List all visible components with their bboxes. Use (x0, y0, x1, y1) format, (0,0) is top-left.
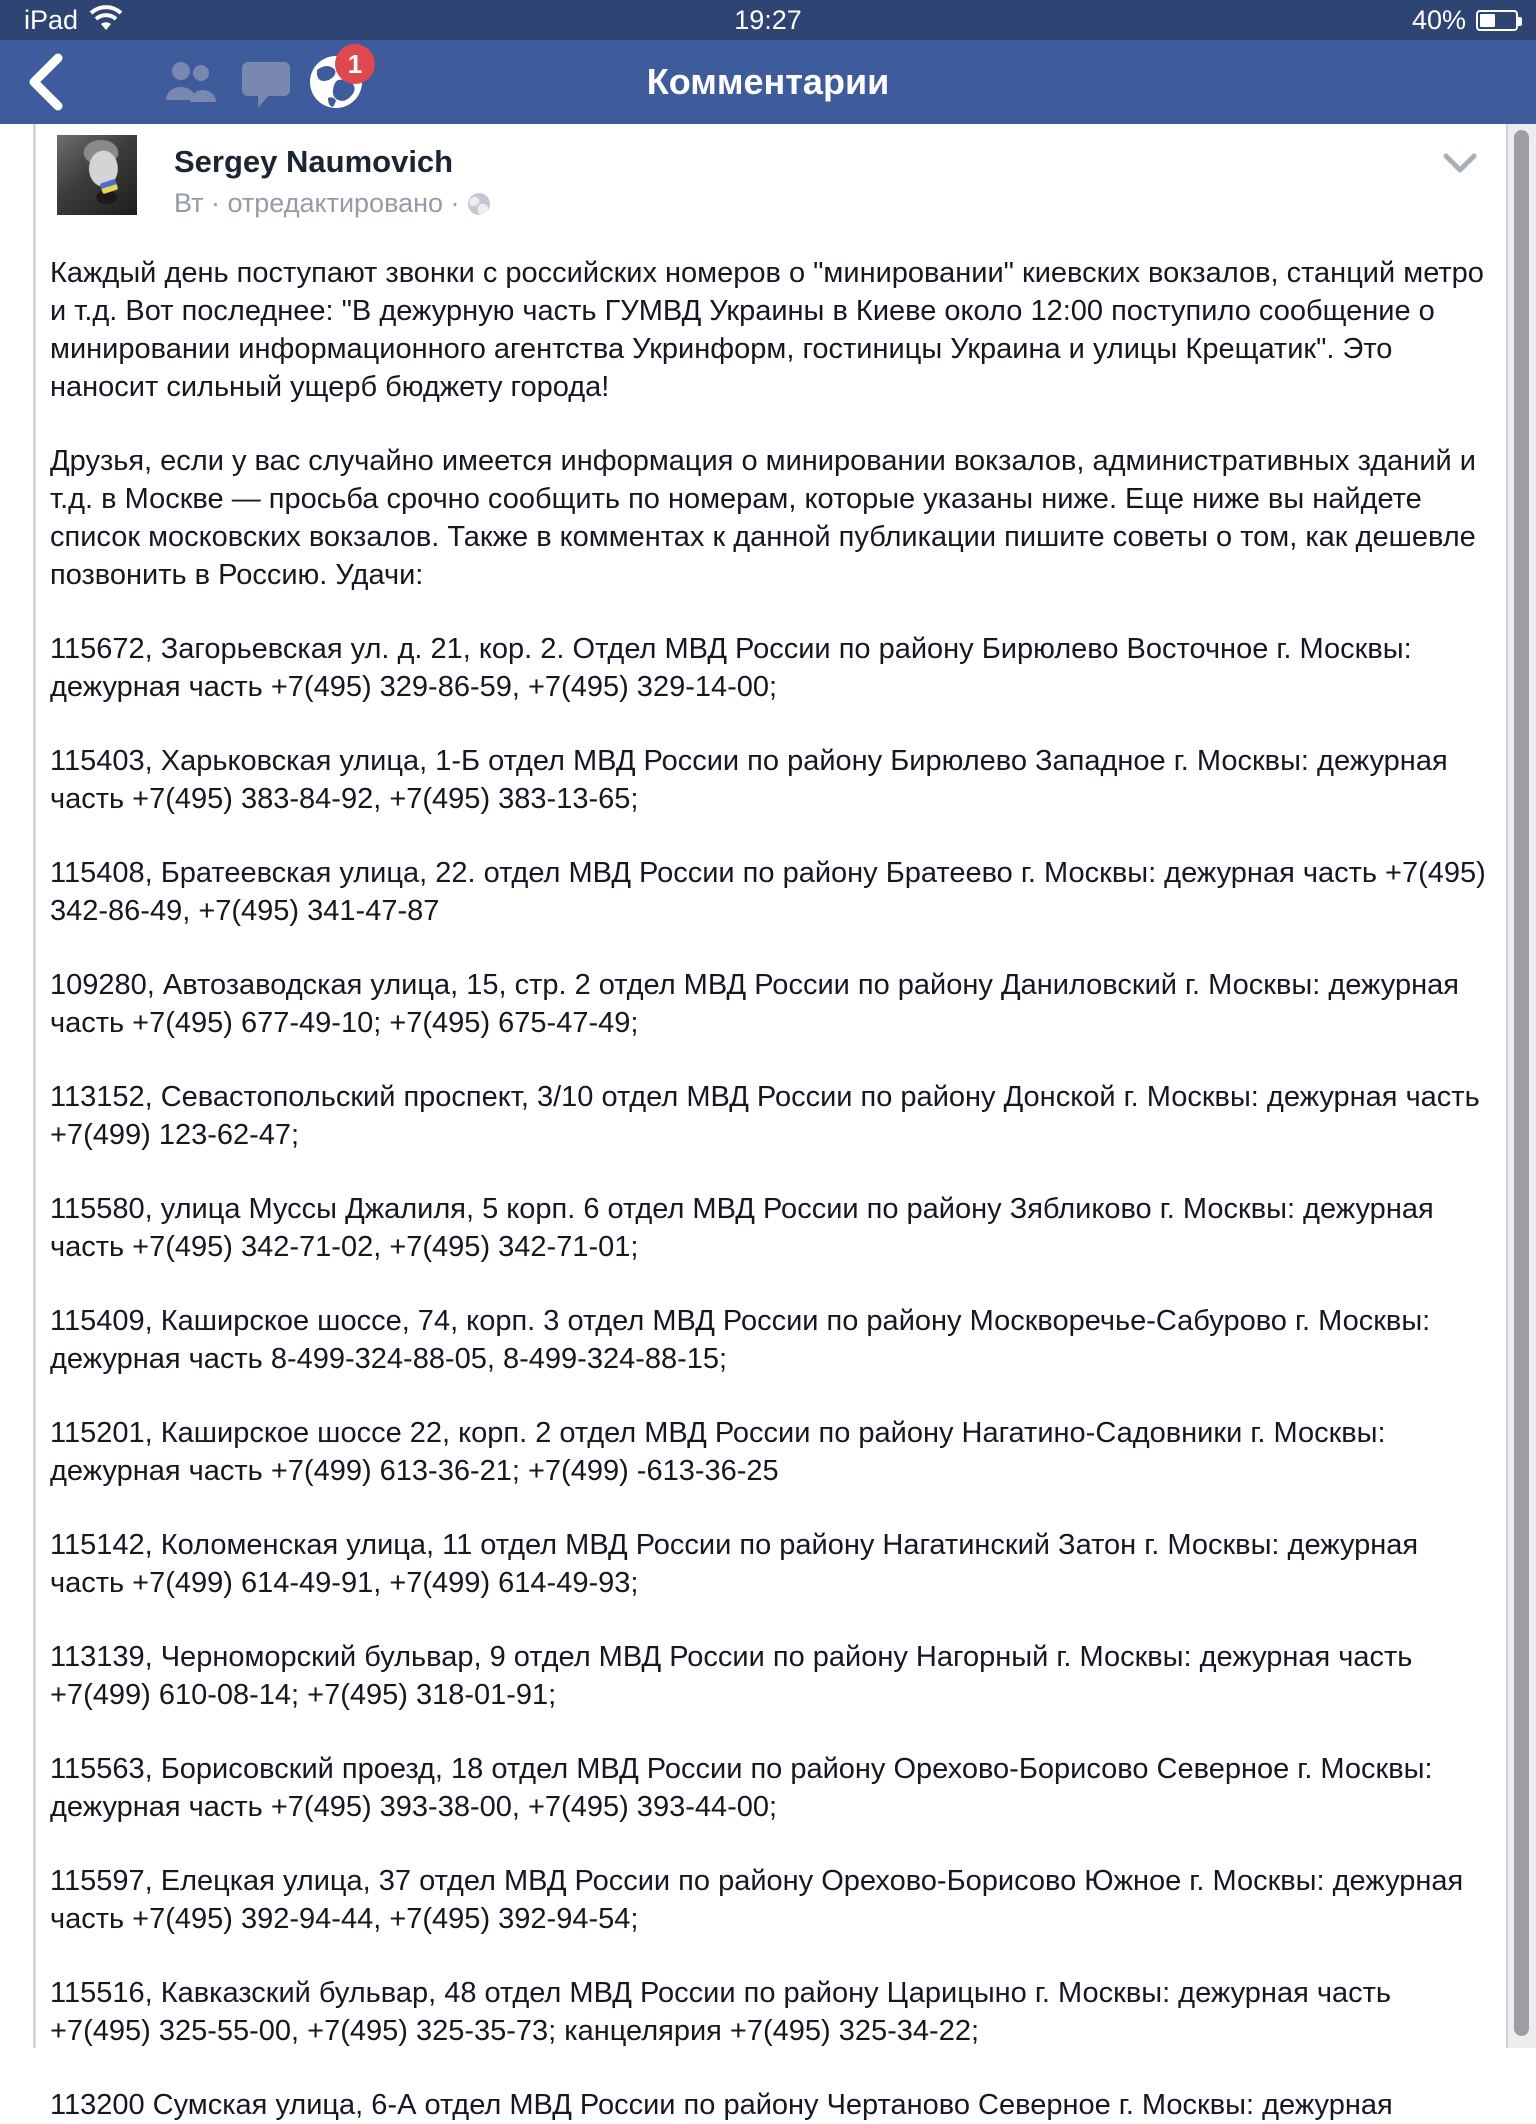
post-paragraph: 115403, Харьковская улица, 1-Б отдел МВД России по району Бирюлево Западное г. Москвы: дежурная часть +7(495) 383-84-92, +7(495) 383-13-65; (50, 745, 1448, 815)
notification-badge[interactable]: 1 (335, 44, 375, 84)
nav-bar (0, 40, 1536, 124)
post-paragraph: 115201, Каширское шоссе 22, корп. 2 отдел МВД России по району Нагатино-Садовники г. Москвы: дежурная часть +7(499) 613-36-21; +7(499) -613-36-25 (50, 1417, 1386, 1487)
clock: 19:27 (734, 4, 802, 35)
post-paragraph: 115563, Борисовский проезд, 18 отдел МВД России по району Орехово-Борисово Северное г. Москвы: дежурная часть +7(495) 393-38-00, +7(495) 393-44-00; (50, 1753, 1433, 1823)
post-paragraph: 115597, Елецкая улица, 37 отдел МВД России по району Орехово-Борисово Южное г. Москвы: дежурная часть +7(495) 392-94-44, +7(495) 392-94-54; (50, 1865, 1464, 1935)
post-meta-text: Вт · отредактировано · (174, 188, 460, 218)
post-paragraph: Друзья, если у вас случайно имеется информация о минировании вокзалов, административных зданий и т.д. в Москве — просьба срочно сообщить по номерам, которые указаны ниже. Еще ниже вы найдете список московских вокзалов. Также в комментах к данной публикации пишите советы о том, как дешевле позвонить в Россию. Удачи: (50, 445, 1476, 591)
post-body (36, 224, 1504, 2124)
post-paragraph: Каждый день поступают звонки с российских номеров о "минировании" киевских вокзалов, станций метро и т.д. Вот последнее: "В дежурную часть ГУМВД Украины в Киеве около 12:00 поступило сообщение о минировании информационного агентства Укринформ, гостиницы Украина и улицы Крещатик". Это наносит сильный ущерб бюджету города! (50, 257, 1484, 403)
scrollbar-track[interactable] (1506, 124, 1536, 2048)
post-paragraph: 115409, Каширское шоссе, 74, корп. 3 отдел МВД России по району Москворечье-Сабурово г. Москвы: дежурная часть 8-499-324-88-05, 8-499-324-88-15; (50, 1305, 1431, 1375)
post-paragraph: 115580, улица Муссы Джалиля, 5 корп. 6 отдел МВД России по району Зябликово г. Москвы: дежурная часть +7(495) 342-71-02, +7(495) 342-71-01; (50, 1193, 1434, 1263)
avatar[interactable] (57, 135, 137, 215)
device-label: iPad (24, 4, 79, 35)
post-card (36, 124, 1504, 2121)
battery-percent: 40% (1411, 4, 1466, 35)
post-paragraph: 115142, Коломенская улица, 11 отдел МВД России по району Нагатинский Затон г. Москвы: дежурная часть +7(499) 614-49-91, +7(499) 614-49-93; (50, 1529, 1419, 1599)
status-bar (0, 0, 1536, 40)
scrollbar-thumb[interactable] (1514, 130, 1529, 2036)
page-title: Комментарии (646, 61, 890, 102)
post-paragraph: 113139, Черноморский бульвар, 9 отдел МВД России по району Нагорный г. Москвы: дежурная часть +7(499) 610-08-14; +7(495) 318-01-91; (50, 1641, 1413, 1711)
post-paragraph: 113200 Сумская улица, 6-А отдел МВД России по району Чертаново Северное г. Москвы: дежурная (50, 2089, 1393, 2121)
post-paragraph: 113152, Севастопольский проспект, 3/10 отдел МВД России по району Донской г. Москвы: дежурная часть +7(499) 123-62-47; (50, 1081, 1480, 1151)
post-paragraph: 115408, Братеевская улица, 22. отдел МВД России по району Братеево г. Москвы: дежурная часть +7(495) 342-86-49, +7(495) 341-47-87 (50, 857, 1486, 927)
public-globe-icon (466, 191, 492, 217)
comments-content (0, 124, 1536, 2121)
battery-icon (1476, 10, 1518, 31)
post-paragraph: 115672, Загорьевская ул. д. 21, кор. 2. Отдел МВД России по району Бирюлево Восточное г. Москвы: дежурная часть +7(495) 329-86-59, +7(495) 329-14-00; (50, 633, 1412, 703)
post-paragraph: 115516, Кавказский бульвар, 48 отдел МВД России по району Царицыно г. Москвы: дежурная часть +7(495) 325-55-00, +7(495) 325-35-73; канцелярия +7(495) 325-34-22; (50, 1977, 1391, 2047)
ukraine-flag-decal (100, 179, 119, 194)
post-meta (174, 188, 1504, 219)
post-header (36, 124, 1504, 224)
post-paragraph: 109280, Автозаводская улица, 15, стр. 2 отдел МВД России по району Даниловский г. Москвы: дежурная часть +7(495) 677-49-10; +7(495) 675-47-49; (50, 969, 1459, 1039)
author-name[interactable]: Sergey Naumovich (174, 144, 454, 179)
post-menu-chevron-icon[interactable] (1442, 152, 1478, 176)
